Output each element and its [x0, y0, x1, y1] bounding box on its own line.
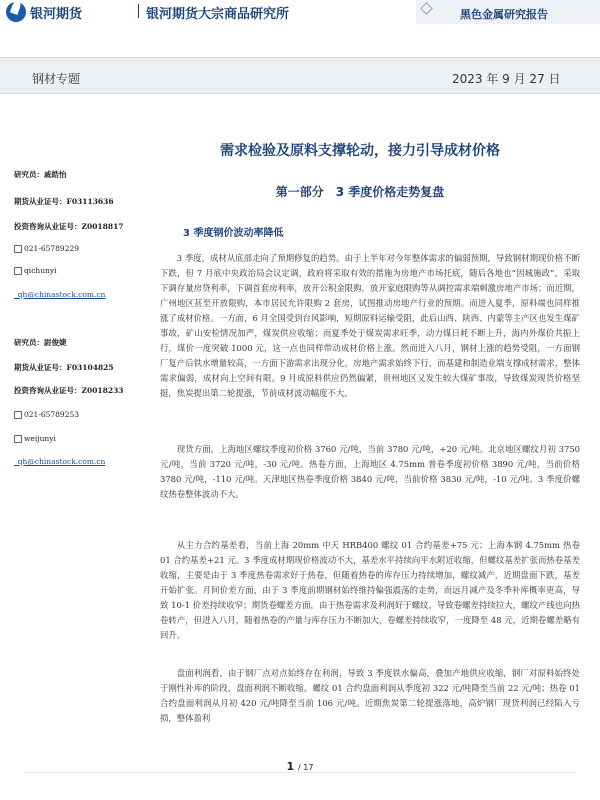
section-band	[0, 57, 600, 94]
analyst-name: 研究员：尉俊婕	[14, 338, 67, 347]
phone-row	[14, 244, 79, 254]
phone: 021-65789253	[24, 410, 80, 419]
diamond-icon	[420, 2, 433, 15]
page-number: 1 / 17	[286, 760, 314, 773]
wechat-row	[14, 434, 56, 444]
phone-icon	[14, 411, 22, 419]
report-type: 黑色金属研究报告	[460, 8, 548, 21]
email-link[interactable]: _qh@chinastock.com.cn	[14, 290, 106, 299]
wechat-icon	[14, 267, 22, 275]
wechat: weijunyi	[24, 434, 56, 443]
report-date: 2023 年 9 月 27 日	[452, 72, 561, 86]
top-header	[0, 0, 600, 24]
wechat-row	[14, 266, 57, 276]
paragraph: 3 季度，成材从底部走向了预期修复的趋势。由于上半年对今年整体需求的偏弱预期，导致钢材期现价格不断下跌，但 7 月底中央政治局会议定调，政府将采取有效的措施为房地产市场托底，随后各地也“因城施政”，采取下调存量房贷利率，下调首套房利率，放开公积金限购，放开家庭限购等从调控需求端刺激房地产市场；而近期，广州地区甚至开放限购，本市居民允许限购 2 套房，试图推动房地产行业的预期。而进入夏季，原料端也同样推涨了成材价格。一方面，6 月全国受到台风影响，短期原料运输受阻，此后山西、陕西、内蒙等主产区也发生煤矿事故，矿山安检情况加严，煤炭供应收缩；而夏季处于煤炭需求旺季，动力煤日耗不断上升，海内外煤价共振上行，煤价一度突破 1000 元，这一点也同样带动成材价格上涨。然而进入八月，钢材上涨的趋势受阻，一方面钢厂复产后铁水增量较高，一方面下游需求出现分化，房地产需求始终下行，而基建和制造业端支撑成材需求，整体需求偏弱，成材向上空间有限。9 月成原料供应仍然偏紧，贵州地区又发生较大煤矿事故，导致煤炭现货价格坚挺，焦炭提出第二轮提涨，节前成材波动幅度不大。	[160, 253, 580, 398]
subheading: 3 季度钢价波动率降低	[183, 228, 284, 239]
part-heading: 第一部分 3 季度价格走势复盘	[275, 185, 445, 199]
institute-name: 银河期货大宗商品研究所	[146, 7, 290, 22]
report-type-tag	[416, 0, 600, 24]
section-label: 钢材专题	[32, 72, 81, 86]
invest-cert: 投资咨询从业证号：Z0018817	[14, 222, 124, 231]
brand-name: 银河期货	[30, 7, 83, 22]
paragraph: 从主力合约基差看，当前上海 20mm 中天 HRB400 螺纹 01 合约基差+75 元；上海本钢 4.75mm 热卷 01 合约基差+21 元。3 季度成材期现价格波动不大，基差水平持续向平水附近收缩，但螺纹基差扩张而热卷基差收缩，主要是由于 3 季度热卷需求好于热卷，但随着热卷的库存压力持续增加，螺纹减产，近期盘面下跌，基差开始扩张。月间价差方面，由于 3 季度前期钢材始终维持偏强震荡的走势，而远月减产及冬季补库概率更高，导致 10-1 价差持续收窄；期货卷螺差方面，由于热卷需求及利润好于螺纹，导致卷螺差持续拉大，螺纹产线也向热卷转产，但进入八月，随着热卷的产量与库存压力不断加大，卷螺差持续收窄，一度降至 48 元，近期卷螺差略有回升。	[160, 540, 580, 640]
galaxy-logo-icon	[6, 2, 26, 22]
invest-cert: 投资咨询从业证号：Z0018233	[14, 386, 124, 395]
phone: 021-65789229	[24, 244, 80, 253]
futures-cert: 期货从业证号：F03113636	[14, 197, 114, 206]
futures-cert: 期货从业证号：F03104825	[14, 363, 114, 372]
wechat: qichunyi	[24, 266, 57, 275]
email-link[interactable]: _qh@chinastock.com.cn	[14, 457, 106, 466]
paragraph: 现货方面，上海地区螺纹季度初价格 3760 元/吨，当前 3780 元/吨，+20 元/吨。北京地区螺纹月初 3750 元/吨，当前 3720 元/吨，-30 元/吨。热卷方面，上海地区 4.75mm 普卷季度初价格 3890 元/吨，当前价格 3780 元/吨，-110 元/吨。天津地区热卷季度价格 3840 元/吨，当前价格 3830 元/吨，-10 元/吨。3 季度价螺纹热卷整体波动不大。	[160, 444, 580, 499]
paragraph: 盘面利润看，由于钢厂点对点始终存在利润，导致 3 季度铁水偏高，叠加产地供应收缩，钢厂对原料始终处于刚性补库的阶段，盘面利润不断收缩。螺纹 01 合约盘面利润从季度初 322 元/吨降至当前 22 元/吨；热卷 01 合约盘面利润从月初 420 元/吨降至当前 106 元/吨。近期焦炭第二轮提涨落地，高炉钢厂现货利润已经陷入亏损，整体盈利	[160, 668, 580, 723]
analyst-name: 研究员：戚皓怡	[14, 170, 67, 179]
phone-row	[14, 410, 79, 420]
divider	[138, 4, 139, 18]
report-title: 需求检验及原料支撑轮动，接力引导成材价格	[220, 143, 500, 159]
wechat-icon	[14, 435, 22, 443]
phone-icon	[14, 245, 22, 253]
